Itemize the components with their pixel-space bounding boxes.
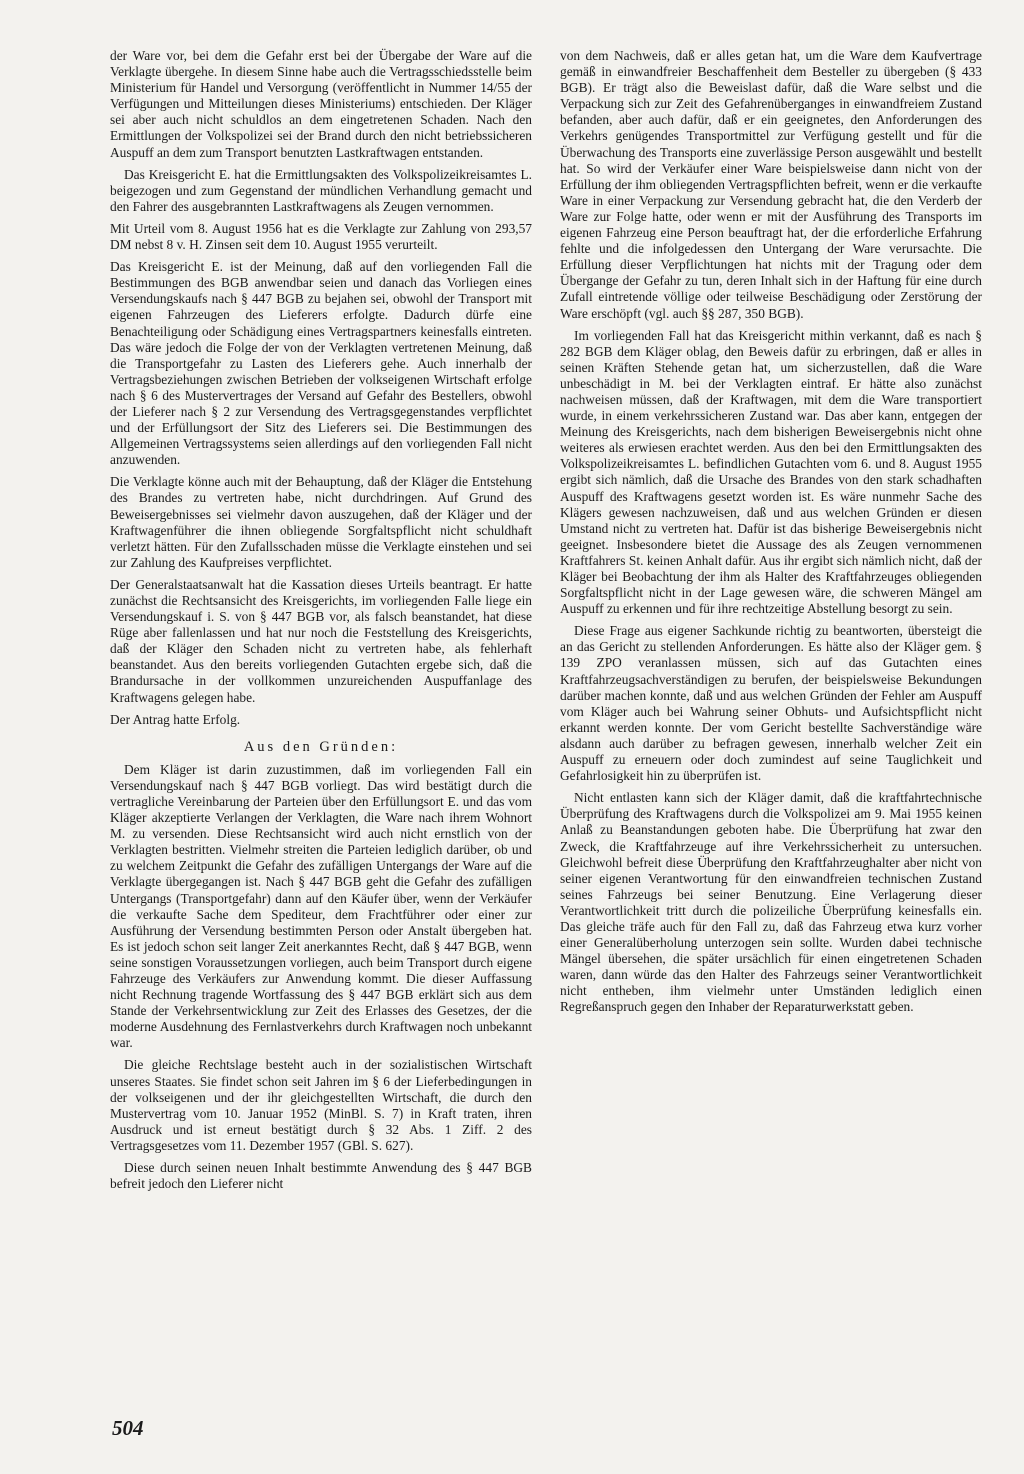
paragraph: Der Antrag hatte Erfolg.	[110, 711, 241, 727]
paragraph: von dem Nachweis, daß er alles getan hat, um die Ware dem Kaufvertrage gemäß in einwandfreier Beschaffenheit dem Besteller zu übergeben (§ 433 BGB). Er trägt also die Beweislast dafür, daß die Ware selbst und die Verpackung sich zur Zeit des Gefahrenüberganges in einwandfreiem Zustand befanden, aber auch dafür, daß er ein geeignetes, den Anforderungen des Verkehrs genügendes Transportmittel zur Verfügung gestellt und für die Überwachung des Transports eine zuverlässige Person ausgewählt und bestellt hat. So wird der Verkäufer einer Ware beispielsweise dann nicht von der Erfüllung der ihm obliegenden Vertragspflichten befreit, wenn er die verkaufte Ware in einer Verpackung zur Versendung gebracht hat, die den Verderb der Ware zur Folge hatte, oder wenn er mit der Ausführung des Transports im eigenen Fahrzeug eine Person beauftragt hat, der die erforderliche Erfahrung fehlte und die infolgedessen den Untergang der Ware verursachte. Die Erfüllung dieser Verpflichtungen hat nichts mit der Tragung oder dem Übergange der Gefahr zu tun, deren Inhalt sich in der Haftung für eine durch Zufall eintretende völlige oder teilweise Beschädigung oder Zerstörung der Ware erschöpft (vgl. auch §§ 287, 350 BGB).	[560, 48, 982, 321]
section-heading: Aus den Gründen:	[243, 738, 399, 755]
paragraph: der Ware vor, bei dem die Gefahr erst bei der Übergabe der Ware auf die Verklagte übergehe. In diesem Sinne habe auch die Vertragsschiedsstelle beim Ministerium für Handel und Versorgung (veröffentlicht in Nummer 14/55 der Verfügungen und Mitteilungen dieses Ministeriums) entschieden. Der Kläger sei aber auch nicht schuldlos an dem eingetretenen Schaden. Nach den Ermittlungen der Volkspolizei sei der Brand durch den nicht betriebssicheren Auspuff an dem zum Transport benutzten Lastkraftwagen entstanden.	[110, 48, 532, 160]
page-number: 504	[112, 1416, 144, 1440]
paragraph: Diese Frage aus eigener Sachkunde richtig zu beantworten, übersteigt die an das Gericht zu stellenden Anforderungen. Es hätte also der Kläger gem. § 139 ZPO veranlassen müssen, sich auf das Gutachten eines Kraftfahrzeugsachverständigen zu berufen, der beispielsweise Bekundungen darüber machen konnte, daß und aus welchen Gründen der Fehler am Auspuff vom Kläger auch bei Wahrung seiner Obhuts- und Aufsichtspflicht nicht erkannt werden konnte. Der vom Gericht bestellte Sachverständige wäre alsdann auch darüber zu befragen gewesen, innerhalb welcher Zeit ein Auspuff zu erneuern oder doch zumindest auf seine Tauglichkeit und Gefahrlosigkeit hin zu überprüfen ist.	[560, 623, 982, 784]
paragraph: Der Generalstaatsanwalt hat die Kassation dieses Urteils beantragt. Er hatte zunächst die Rechtsansicht des Kreisgerichts, im vorliegenden Falle liege ein Versendungskauf i. S. von § 447 BGB vor, als falsch beanstandet, hat diese Rüge aber fallenlassen und hat nur noch die Feststellung des Kreisgerichts, daß der Kläger den Schaden nicht zu vertreten habe, als fehlerhaft beanstandet. Aus den bereits vorliegenden Gutachten ergebe sich, daß die Brandursache in der vollkommen unzureichenden Auspuffanlage des Kraftwagens gelegen habe.	[110, 576, 532, 705]
paragraph: Diese durch seinen neuen Inhalt bestimmte Anwendung des § 447 BGB befreit jedoch den Lieferer nicht	[110, 1160, 532, 1192]
paragraph: Das Kreisgericht E. hat die Ermittlungsakten des Volkspolizeikreisamtes L. beigezogen und zum Gegenstand der mündlichen Verhandlung gemacht und den Fahrer des ausgebrannten Lastkraftwagens als Zeugen vernommen.	[110, 166, 532, 214]
right-column	[560, 48, 982, 1022]
left-column	[110, 48, 532, 1198]
paragraph: Im vorliegenden Fall hat das Kreisgericht mithin verkannt, daß es nach § 282 BGB dem Kläger oblag, den Beweis dafür zu erbringen, daß er alles in seinen Kräften Stehende getan hat, um sicherzustellen, daß die Ware unbeschädigt in M. bei der Verklagten eintraf. Er hätte also zunächst nachweisen müssen, daß der Kraftwagen, mit dem die Ware transportiert wurde, in einem verkehrssicheren Zustand war. Das aber kann, entgegen der Meinung des Kreisgerichts, nach dem bisherigen Beweisergebnis nicht ohne weiteres als erwiesen erachtet werden. Aus den bei den Ermittlungsakten des Volkspolizeikreisamtes L. befindlichen Gutachten vom 6. und 8. August 1955 ergibt sich nämlich, daß die Ursache des Brandes von den stark schadhaften Auspuff des Kraftwagens gesetzt worden ist. Es wäre nunmehr Sache des Klägers gewesen nachzuweisen, daß und aus welchen Gründen er diesen Umstand nicht zu vertreten hat. Dafür ist das bisherige Beweisergebnis nicht geeignet. Insbesondere bietet die Aussage des als Zeugen vernommenen Kraftfahrers St. keinen Anhalt dafür. Aus ihr ergibt sich nämlich nicht, daß der Kläger bei Beobachtung der ihm als Halter des Kraftfahrzeuges obliegenden Sorgfaltspflicht nicht in der Lage gewesen wäre, die schweren Mängel am Auspuff zu erkennen und für ihre rechtzeitige Abstellung besorgt zu sein.	[560, 327, 982, 617]
paragraph: Dem Kläger ist darin zuzustimmen, daß im vorliegenden Fall ein Versendungskauf nach § 447 BGB vorliegt. Das wird bestätigt durch die vertragliche Vereinbarung der Parteien über den Erfüllungsort E. und das vom Kläger akzeptierte Verlangen der Verklagten, die Ware nach ihrem Wohnort M. zu versenden. Diese Rechtsansicht wird auch nicht ernstlich von der Verklagten bestritten. Vielmehr streiten die Parteien lediglich darüber, ob und zu welchem Zeitpunkt die Gefahr des zufälligen Untergangs der Ware auf die Verklagte übergegangen ist. Nach § 447 BGB geht die Gefahr des zufälligen Untergangs (Transportgefahr) dann auf den Käufer über, wenn der Verkäufer die verkaufte Sache dem Spediteur, dem Frachtführer oder einer zur Ausführung der Versendung bestimmten Person oder Anstalt übergeben hat. Es ist jedoch schon seit langer Zeit anerkanntes Recht, daß § 447 BGB, wenn seine sonstigen Voraussetzungen vorliegen, auch beim Transport durch eigene Fahrzeuge des Verkäufers zur Anwendung kommt. Die dieser Auffassung nicht Rechnung tragende Wortfassung des § 447 BGB erklärt sich aus dem Stande der Verkehrsentwicklung zur Zeit des Erlasses des Gesetzes, der die moderne Ausdehnung des Fernlastverkehrs durch Kraftwagen noch unbekannt war.	[110, 761, 532, 1051]
paragraph: Das Kreisgericht E. ist der Meinung, daß auf den vorliegenden Fall die Bestimmungen des BGB anwendbar seien und danach das Vorliegen eines Versendungskaufs nach § 447 BGB zu bejahen sei, obwohl der Transport mit eigenen Fahrzeugen des Lieferers erfolgte. Dadurch dürfe eine Benachteiligung oder Schädigung eines Vertragspartners keinesfalls eintreten. Das wäre jedoch die Folge der von der Verklagten vertretenen Meinung, daß die Transportgefahr zu Lasten des Lieferers gehe. Auch innerhalb der Vertragsbeziehungen zwischen Betrieben der volkseigenen Wirtschaft erfolge nach § 6 des Mustervertrages der Versand auf Gefahr des Bestellers, obwohl der Lieferer nach § 2 zur Versendung des Vertragsgegenstandes verpflichtet und der Erfüllungsort der Sitz des Lieferers sei. Die Bestimmungen des Allgemeinen Vertragssystems seien allerdings auf den vorliegenden Fall nicht anzuwenden.	[110, 259, 532, 468]
paragraph: Mit Urteil vom 8. August 1956 hat es die Verklagte zur Zahlung von 293,57 DM nebst 8 v. H. Zinsen seit dem 10. August 1955 verurteilt.	[110, 220, 532, 253]
paragraph: Die Verklagte könne auch mit der Behauptung, daß der Kläger die Entstehung des Brandes zu vertreten habe, nicht durchdringen. Auf Grund des Beweisergebnisses sei vielmehr davon auszugehen, daß der Kläger und der Kraftwagenführer die ihnen obliegende Sorgfaltspflicht nicht schuldhaft verletzt hätten. Für den Zufallsschaden müsse die Verklagte einstehen und sei zur Zahlung des Kaufpreises verpflichtet.	[110, 474, 532, 570]
paragraph: Nicht entlasten kann sich der Kläger damit, daß die kraftfahrtechnische Überprüfung des Kraftwagens durch die Volkspolizei am 9. Mai 1955 keinen Anlaß zu Beanstandungen geboten habe. Die Überprüfung hat zwar den Zweck, die Kraftfahrzeuge auf ihre Verkehrssicherheit zu untersuchen. Gleichwohl befreit diese Überprüfung den Kraftfahrzeughalter aber nicht von seiner eigenen Verantwortung für den einwandfreien technischen Zustand seines Fahrzeugs bei seiner Benutzung. Eine Verlagerung dieser Verantwortlichkeit tritt durch die polizeiliche Überprüfung keinesfalls ein. Das gleiche träfe auch für den Fall zu, daß das Fahrzeug etwa kurz vorher einer Generalüberholung unterzogen sein sollte. Wurden dabei technische Mängel übersehen, die später ursächlich für einen eingetretenen Schaden waren, dann würde das den Halter des Fahrzeugs seiner Verantwortlichkeit nicht entheben, ihm vielmehr unter Umständen lediglich einen Regreßanspruch gegen den Inhaber der Reparaturwerkstatt geben.	[560, 790, 982, 1015]
paragraph: Die gleiche Rechtslage besteht auch in der sozialistischen Wirtschaft unseres Staates. Sie findet schon seit Jahren im § 6 der Lieferbedingungen in der volkseigenen und der ihr gleichgestellten Wirtschaft, die durch den Mustervertrag vom 10. Januar 1952 (MinBl. S. 7) in Kraft traten, ihren Ausdruck und ist erneut bestätigt durch § 32 Abs. 1 Ziff. 2 des Vertragsgesetzes vom 11. Dezember 1957 (GBl. S. 627).	[110, 1057, 532, 1153]
